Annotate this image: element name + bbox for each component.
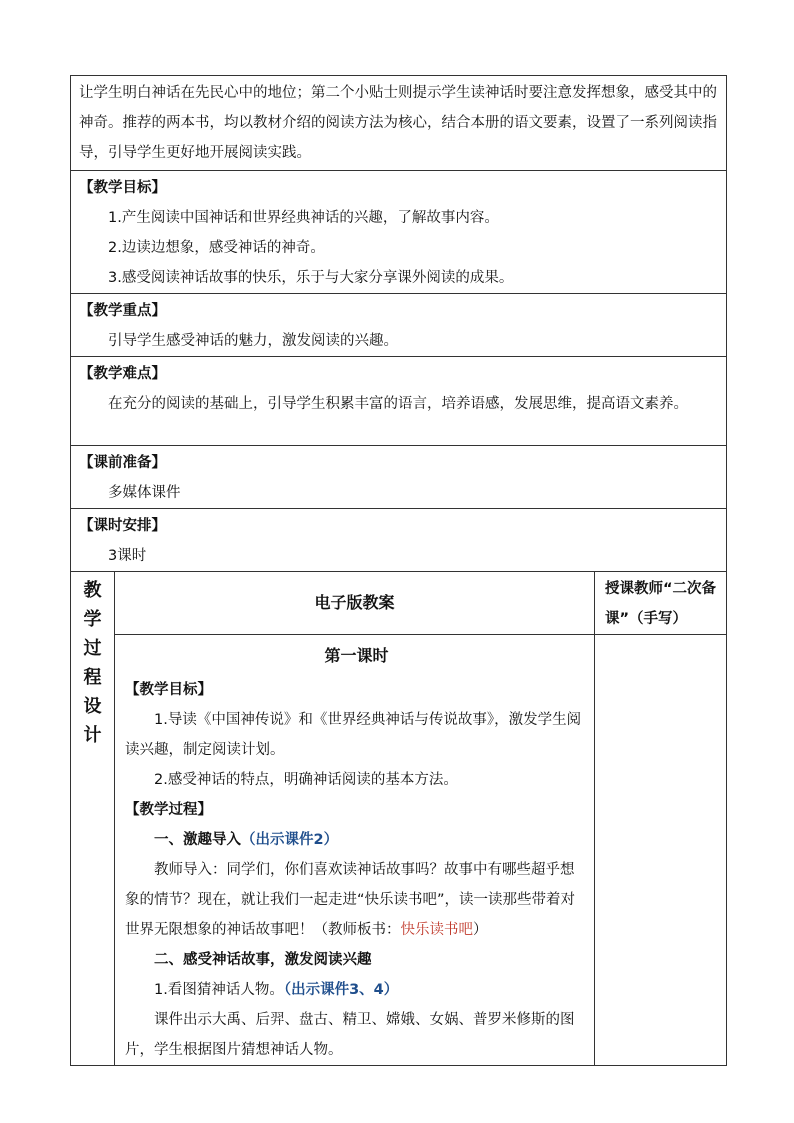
goal-item: 2.边读边想象，感受神话的神奇。	[108, 240, 325, 256]
key-row	[71, 294, 727, 357]
prep-row	[71, 446, 727, 509]
lesson-goals-heading: 【教学目标】	[125, 682, 212, 698]
step2-title: 二、感受神话故事，激发阅读兴趣	[154, 952, 372, 968]
schedule-heading: 【课时安排】	[79, 518, 166, 534]
intro-row	[71, 76, 727, 171]
step2-sub-line	[125, 975, 588, 1005]
side-char: 计	[83, 725, 102, 746]
process-header-row	[71, 572, 727, 635]
lesson-goal-item: 2.感受神话的特点，明确神话阅读的基本方法。	[154, 772, 458, 788]
goals-heading: 【教学目标】	[79, 180, 166, 196]
difficulty-text: 在充分的阅读的基础上，引导学生积累丰富的语言，培养语感，发展思维，提高语文素养。	[108, 396, 688, 412]
lesson-plan-table	[70, 75, 727, 1066]
side-char: 学	[83, 609, 102, 630]
step1-board-text: 快乐读书吧	[400, 922, 473, 938]
handwritten-notes-header: 授课教师“二次备课”（手写）	[595, 572, 727, 635]
step2-text: 课件出示大禹、后羿、盘古、精卫、嫦娥、女娲、普罗米修斯的图片，学生根据图片猜想神话人物。	[125, 1012, 575, 1058]
step1-courseware-tag: （出示课件2）	[241, 832, 339, 848]
step1-line	[125, 825, 588, 855]
schedule-text: 3课时	[108, 548, 147, 564]
goals-row	[71, 171, 727, 294]
difficulty-heading: 【教学难点】	[79, 366, 166, 382]
handwritten-notes-area[interactable]	[595, 635, 727, 1066]
step1-paragraph	[125, 855, 588, 945]
side-char: 设	[83, 696, 102, 717]
lesson-goal-item: 1.导读《中国神传说》和《世界经典神话与传说故事》，激发学生阅读兴趣，制定阅读计划。	[125, 712, 582, 758]
electronic-plan-header: 电子版教案	[115, 572, 595, 635]
key-heading: 【教学重点】	[79, 303, 166, 319]
prep-heading: 【课前准备】	[79, 455, 166, 471]
difficulty-row	[71, 357, 727, 446]
step1-title: 一、激趣导入	[154, 832, 241, 848]
process-side-label	[71, 572, 115, 1066]
prep-text: 多媒体课件	[108, 485, 181, 501]
schedule-row	[71, 509, 727, 572]
step1-text: 教师导入：同学们，你们喜欢读神话故事吗？故事中有哪些超乎想象的情节？现在，就让我们一起走进“快乐读书吧”，读一读那些带着对世界无限想象的神话故事吧！（教师板书：	[125, 862, 576, 938]
intro-text: 让学生明白神话在先民心中的地位；第二个小贴士则提示学生读神话时要注意发挥想象，感受其中的神奇。推荐的两本书，均以教材介绍的阅读方法为核心，结合本册的语文要素，设置了一系列阅读指导，引导学生更好地开展阅读实践。	[79, 85, 717, 161]
side-char: 过	[83, 638, 102, 659]
side-char: 程	[83, 667, 102, 688]
step1-close: ）	[473, 922, 488, 938]
key-text: 引导学生感受神话的魅力，激发阅读的兴趣。	[108, 333, 398, 349]
goal-item: 3.感受阅读神话故事的快乐，乐于与大家分享课外阅读的成果。	[108, 270, 514, 286]
goal-item: 1.产生阅读中国神话和世界经典神话的兴趣，了解故事内容。	[108, 210, 499, 226]
step2-sub: 1.看图猜神话人物。	[154, 982, 284, 998]
lesson-title: 第一课时	[324, 646, 389, 665]
lesson-plan-page	[70, 75, 726, 1058]
lesson-process-heading: 【教学过程】	[125, 802, 212, 818]
step2-courseware-tag: （出示课件3、4）	[283, 982, 399, 998]
side-char: 教	[83, 580, 102, 601]
process-body-row	[71, 635, 727, 1066]
